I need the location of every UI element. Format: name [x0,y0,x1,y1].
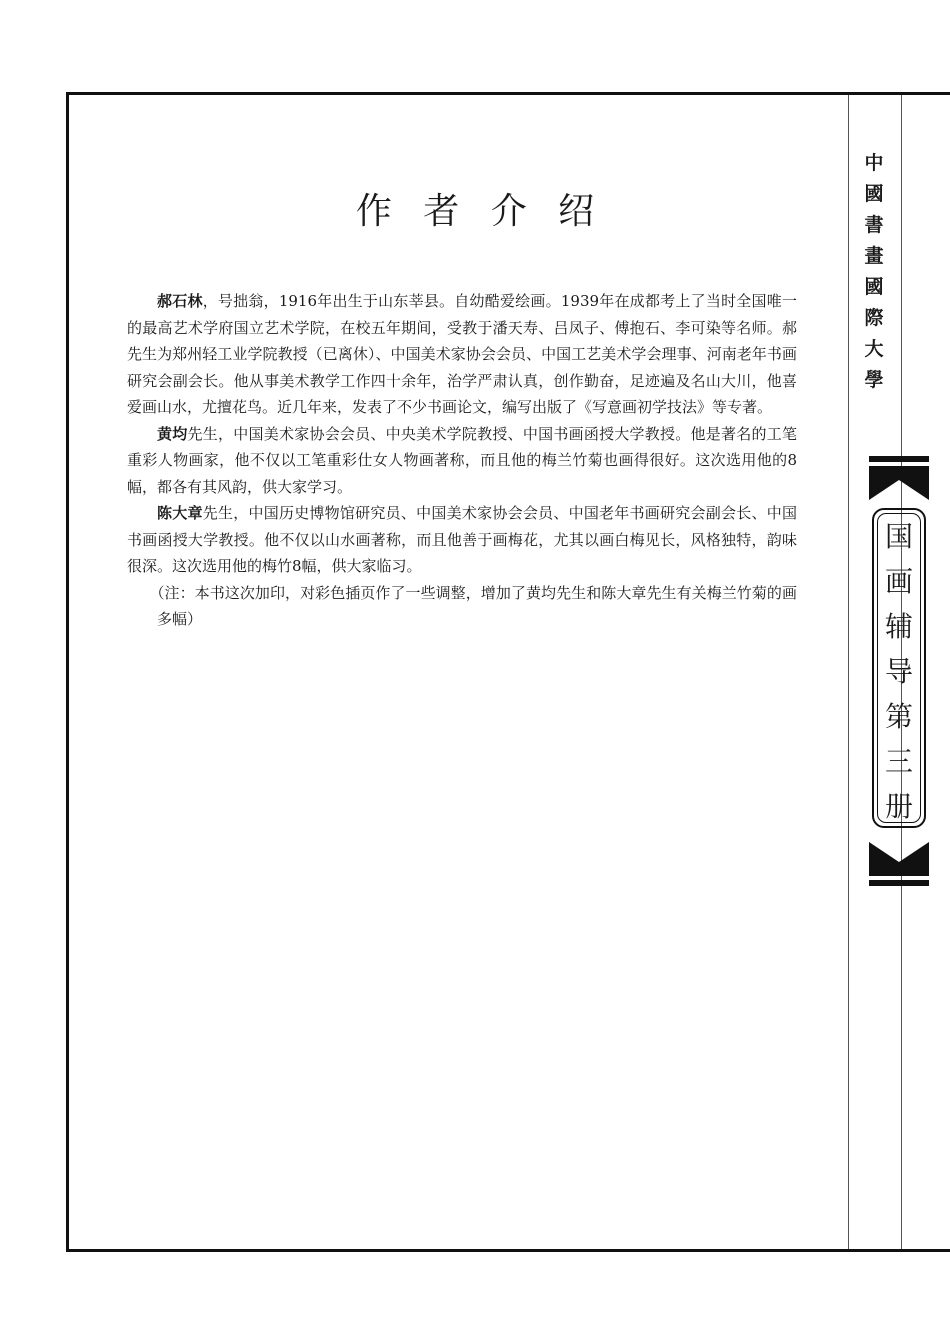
spine-bar-bottom [869,880,929,886]
spine-char: 國 [864,183,884,205]
spine-book-char: 辅 [884,610,913,643]
author-name: 郝石林 [157,292,203,310]
spine-book-char: 第 [884,700,913,733]
author-name: 陈大章 [157,504,203,522]
article-body [127,288,797,633]
spine-book-char: 三 [884,745,913,778]
paragraph-text: 先生，中国美术家协会会员、中央美术学院教授、中国书画函授大学教授。他是著名的工笔重彩人物画家，他不仅以工笔重彩仕女人物画著称，而且他的梅兰竹菊也画得很好。这次选用他的8幅，都各有其风韵，供大家学习。 [127,424,797,496]
spine-book-label [869,456,929,886]
paragraph-chen [127,500,797,580]
spine-book-char: 册 [884,790,913,823]
spine-divider-left [848,95,849,1249]
spine-char: 國 [864,276,884,298]
page-title: 作 者 介 绍 [355,191,605,232]
footnote [127,580,797,633]
spine-chevron-bottom-icon [869,842,929,876]
spine-char: 畫 [864,245,884,267]
paragraph-text: 先生，中国历史博物馆研究员、中国美术家协会会员、中国老年书画研究会副会长、中国书画函授大学教授。他不仅以山水画著称，而且他善于画梅花，尤其以画白梅见长，风格独特，韵味很深。这次选用他的梅竹8幅，供大家临习。 [127,504,797,575]
paragraph-huang [127,421,797,501]
spine-bar-top [869,456,929,462]
footnote-text: （注：本书这次加印，对彩色插页作了一些调整，增加了黄均先生和陈大章先生有关梅兰竹菊的画多幅） [149,583,797,628]
spine-book-char: 国 [884,520,913,553]
page-frame [66,92,950,1252]
spine-char: 際 [864,307,884,329]
author-name: 黄均 [157,424,188,443]
spine-book-char: 导 [884,655,913,688]
spine-book-char: 画 [884,565,913,598]
spine-char: 學 [864,369,884,391]
spine-char: 書 [864,214,884,236]
spine-series-title [857,148,891,396]
paragraph-hao [127,288,797,421]
spine-chevron-top-icon [869,466,929,500]
spine-char: 中 [864,152,884,174]
spine-book-title [869,514,929,829]
paragraph-text: ，号拙翁，1916年出生于山东莘县。自幼酷爱绘画。1939年在成都考上了当时全国唯一的最高艺术学府国立艺术学院，在校五年期间，受教于潘天寿、吕凤子、傅抱石、李可染等名师。郝先生为郑州轻工业学院教授（已离休）、中国美术家协会会员、中国工艺美术学会理事、河南老年书画研究会副会长。他从事美术教学工作四十余年，治学严肃认真，创作勤奋，足迹遍及名山大川，他喜爱画山水，尤擅花鸟。近几年来，发表了不少书画论文，编写出版了《写意画初学技法》等专著。 [127,292,797,416]
spine-char: 大 [864,338,884,360]
